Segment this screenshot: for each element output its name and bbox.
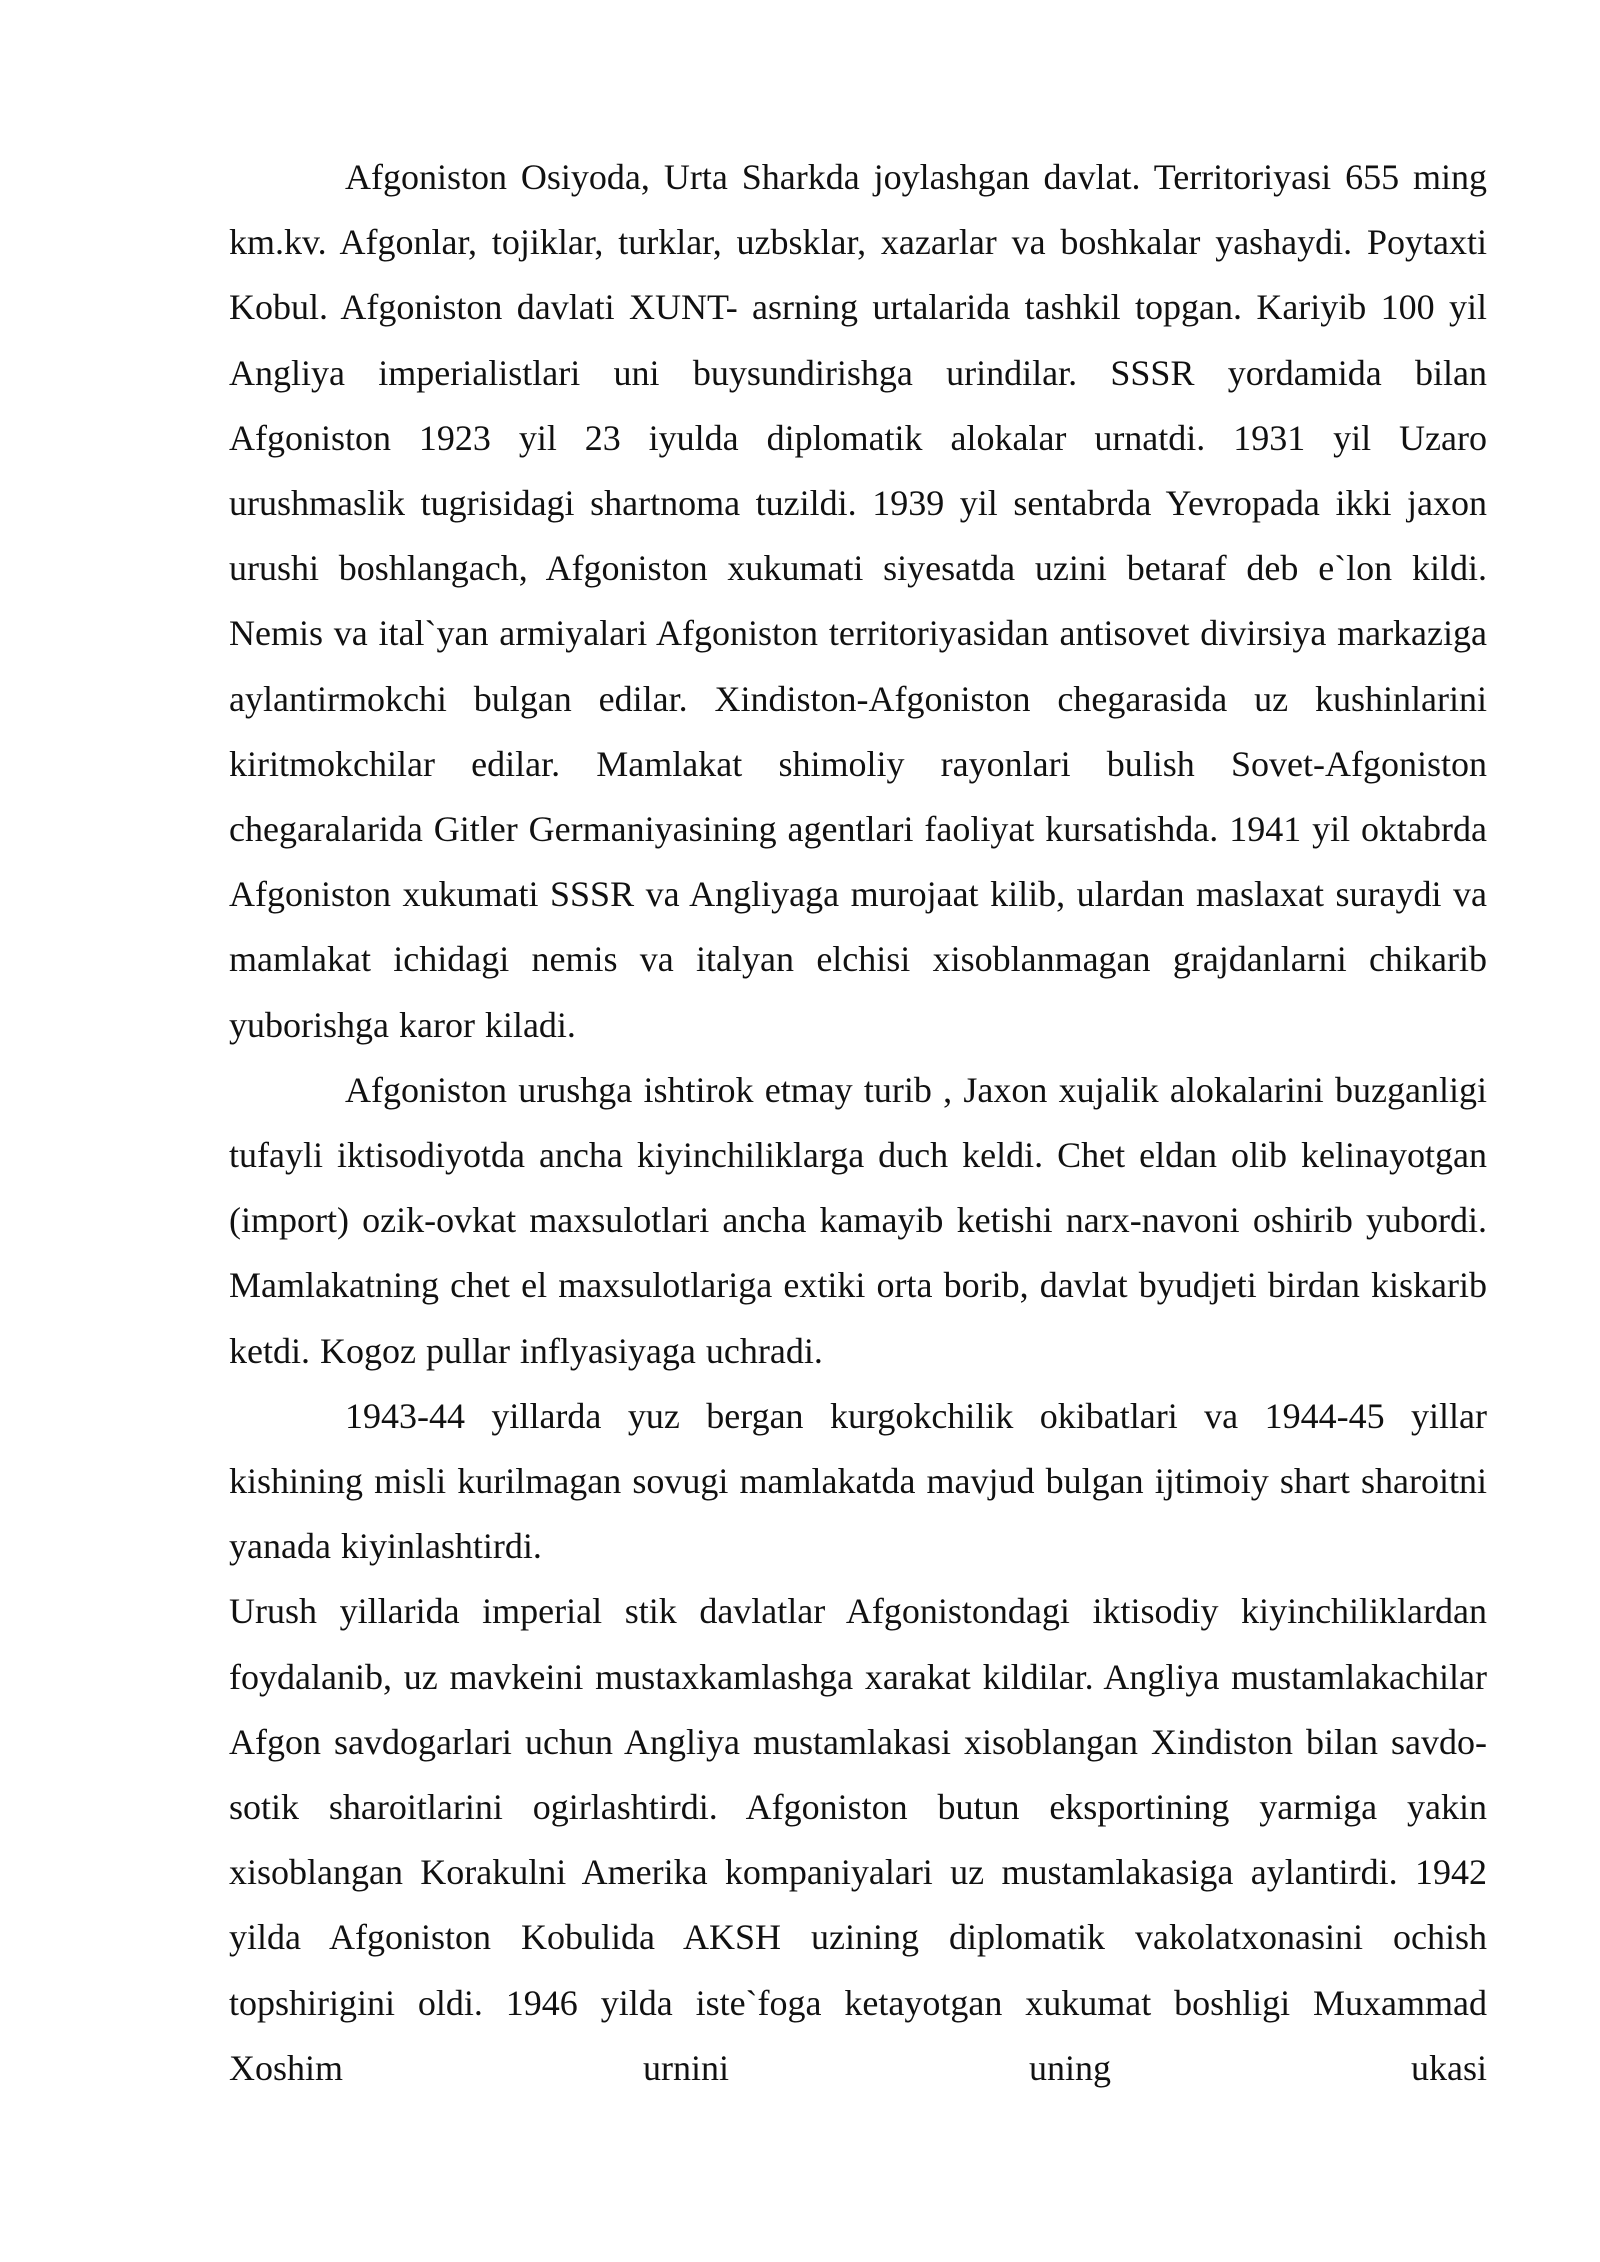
document-body	[229, 145, 1487, 2101]
paragraph-imperialist-states: Urush yillarida imperial stik davlatlar Afgonistondagi iktisodiy kiyinchiliklardan foydalanib, uz mavkeini mustaxkamlashga xarakat kildilar. Angliya mustamlakachilar Afgon savdogarlari uchun Angliya mustamlakasi xisoblangan Xindiston bilan savdo-sotik sharoitlarini ogirlashtirdi. Afgoniston butun eksportining yarmiga yakin xisoblangan Korakulni Amerika kompaniyalari uz mustamlakasiga aylantirdi. 1942 yilda Afgoniston Kobulida AKSH uzining diplomatik vakolatxonasini ochish topshirigini oldi. 1946 yilda iste`foga ketayotgan xukumat boshligi Muxammad Xoshim urnini uning ukasi	[229, 1591, 1487, 2088]
paragraph-afghanistan-overview: Afgoniston Osiyoda, Urta Sharkda joylashgan davlat. Territoriyasi 655 ming km.kv. Afgonlar, tojiklar, turklar, uzbsklar, xazarlar va boshkalar yashaydi. Poytaxti Kobul. Afgoniston davlati XUNT- asrning urtalarida tashkil topgan. Kariyib 100 yil Angliya imperialistlari uni buysundirishga urindilar. SSSR yordamida bilan Afgoniston 1923 yil 23 iyulda diplomatik alokalar urnatdi. 1931 yil Uzaro urushmaslik tugrisidagi shartnoma tuzildi. 1939 yil sentabrda Yevropada ikki jaxon urushi boshlangach, Afgoniston xukumati siyesatda uzini betaraf deb e`lon kildi. Nemis va ital`yan armiyalari Afgoniston territoriyasidan antisovet divirsiya markaziga aylantirmokchi bulgan edilar. Xindiston-Afgoniston chegarasida uz kushinlarini kiritmokchilar edilar. Mamlakat shimoliy rayonlari bulish Sovet-Afgoniston chegaralarida Gitler Germaniyasining agentlari faoliyat kursatishda. 1941 yil oktabrda Afgoniston xukumati SSSR va Angliyaga murojaat kilib, ulardan maslaxat suraydi va mamlakat ichidagi nemis va italyan elchisi xisoblanmagan grajdanlarni chikarib yuborishga karor kiladi.	[229, 157, 1487, 1045]
paragraph-war-economy: Afgoniston urushga ishtirok etmay turib , Jaxon xujalik alokalarini buzganligi tufayli iktisodiyotda ancha kiyinchiliklarga duch keldi. Chet eldan olib kelinayotgan (import) ozik-ovkat maxsulotlari ancha kamayib ketishi narx-navoni oshirib yubordi. Mamlakatning chet el maxsulotlariga extiki orta borib, davlat byudjeti birdan kiskarib ketdi. Kogoz pullar inflyasiyaga uchradi.	[229, 1069, 1487, 1371]
paragraph-drought-winter: 1943-44 yillarda yuz bergan kurgokchilik okibatlari va 1944-45 yillar kishining misli kurilmagan sovugi mamlakatda mavjud bulgan ijtimoiy shart sharoitni yanada kiyinlashtirdi.	[229, 1395, 1487, 1567]
